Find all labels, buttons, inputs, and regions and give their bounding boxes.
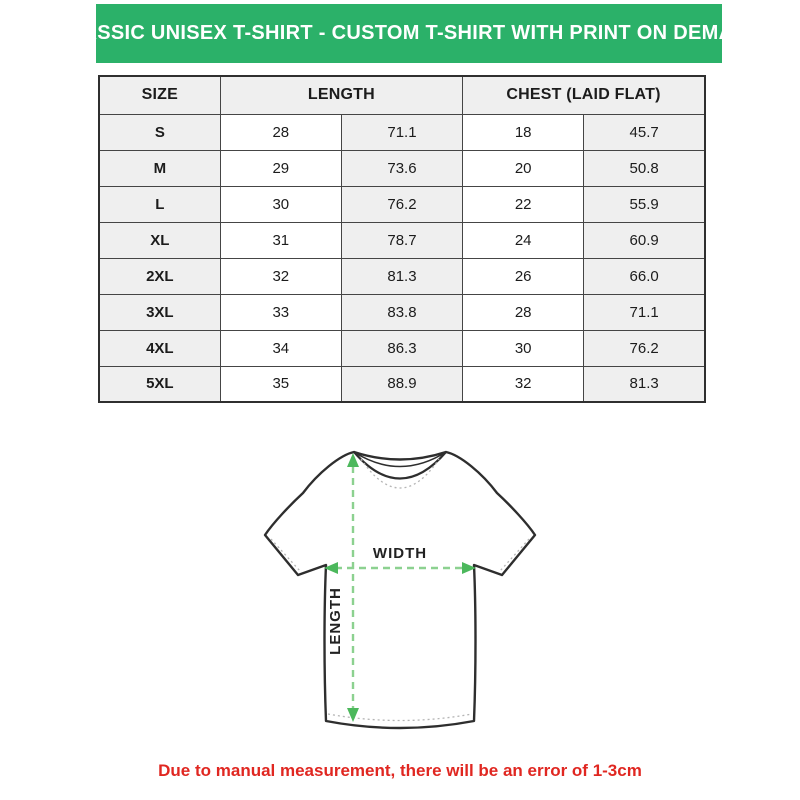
- table-header-row: [99, 76, 705, 114]
- cell-size: L: [99, 186, 220, 222]
- table-row: [99, 258, 705, 294]
- cell-length-cm: 71.1: [341, 114, 462, 150]
- cell-chest-in: 22: [463, 186, 584, 222]
- cell-length-in: 30: [220, 186, 341, 222]
- cell-length-cm: 81.3: [341, 258, 462, 294]
- title-banner: [55, 4, 763, 63]
- size-table: [98, 75, 706, 403]
- cell-chest-cm: 55.9: [584, 186, 705, 222]
- table-row: [99, 222, 705, 258]
- length-label: LENGTH: [327, 587, 344, 655]
- table-row: [99, 114, 705, 150]
- tshirt-diagram: [240, 425, 560, 755]
- cell-chest-in: 32: [463, 366, 584, 402]
- table-row: [99, 366, 705, 402]
- width-label: WIDTH: [372, 545, 428, 562]
- table-row: [99, 294, 705, 330]
- cell-chest-in: 18: [463, 114, 584, 150]
- cell-size: 5XL: [99, 366, 220, 402]
- cell-chest-cm: 71.1: [584, 294, 705, 330]
- measurement-note: [0, 761, 800, 781]
- cell-length-in: 33: [220, 294, 341, 330]
- table-row: [99, 330, 705, 366]
- cell-chest-cm: 60.9: [584, 222, 705, 258]
- header-chest: CHEST (LAID FLAT): [463, 76, 705, 114]
- cell-length-in: 34: [220, 330, 341, 366]
- cell-chest-cm: 66.0: [584, 258, 705, 294]
- cell-length-in: 28: [220, 114, 341, 150]
- cell-chest-in: 20: [463, 150, 584, 186]
- cell-chest-cm: 50.8: [584, 150, 705, 186]
- cell-length-cm: 73.6: [341, 150, 462, 186]
- cell-size: 3XL: [99, 294, 220, 330]
- measurement-note-text: Due to manual measurement, there will be an error of 1-3cm: [158, 761, 642, 780]
- tshirt-outline: [265, 452, 535, 728]
- cell-size: 4XL: [99, 330, 220, 366]
- cell-size: 2XL: [99, 258, 220, 294]
- cell-length-cm: 83.8: [341, 294, 462, 330]
- page-title: CLASSIC UNISEX T-SHIRT - CUSTOM T-SHIRT WITH PRINT ON DEMAND: [55, 22, 763, 44]
- cell-length-in: 29: [220, 150, 341, 186]
- cell-length-cm: 88.9: [341, 366, 462, 402]
- cell-chest-cm: 45.7: [584, 114, 705, 150]
- cell-chest-in: 28: [463, 294, 584, 330]
- table-row: [99, 186, 705, 222]
- cell-chest-cm: 81.3: [584, 366, 705, 402]
- tshirt-illustration: [240, 425, 560, 755]
- cell-length-cm: 86.3: [341, 330, 462, 366]
- cell-chest-cm: 76.2: [584, 330, 705, 366]
- cell-length-cm: 78.7: [341, 222, 462, 258]
- cell-chest-in: 26: [463, 258, 584, 294]
- header-length: LENGTH: [220, 76, 462, 114]
- cell-length-in: 31: [220, 222, 341, 258]
- cell-length-cm: 76.2: [341, 186, 462, 222]
- cell-length-in: 32: [220, 258, 341, 294]
- cell-size: M: [99, 150, 220, 186]
- cell-chest-in: 30: [463, 330, 584, 366]
- cell-size: XL: [99, 222, 220, 258]
- cell-chest-in: 24: [463, 222, 584, 258]
- cell-size: S: [99, 114, 220, 150]
- cell-length-in: 35: [220, 366, 341, 402]
- table-row: [99, 150, 705, 186]
- header-size: SIZE: [99, 76, 220, 114]
